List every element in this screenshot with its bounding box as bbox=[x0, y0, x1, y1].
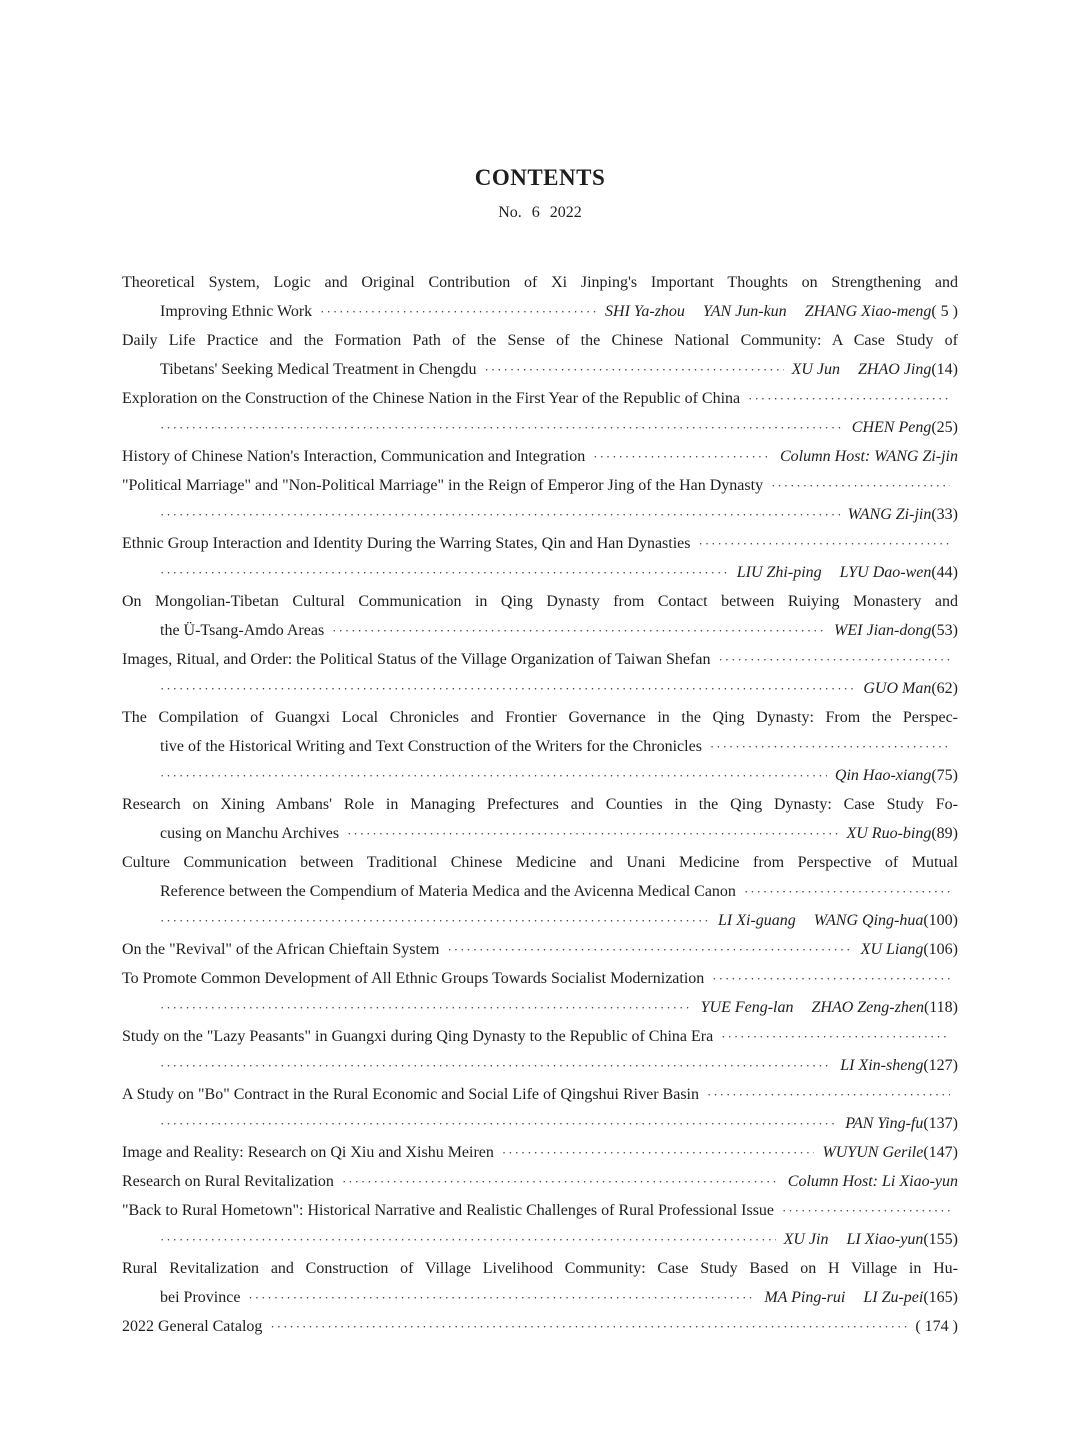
page-number: ( 174 ) bbox=[915, 1318, 958, 1335]
dot-leader bbox=[707, 1080, 950, 1109]
page-number: (14) bbox=[931, 361, 958, 378]
toc-entry-line: bei Province ····· MA Ping-rui LI Zu-pei(165) bbox=[122, 1283, 958, 1312]
author: LI Xi-guang bbox=[718, 912, 796, 929]
author: WANG Qing-hua bbox=[813, 912, 924, 929]
page-number: (53) bbox=[931, 622, 958, 639]
toc-entry-title-line: "Political Marriage" and "Non-Political Marriage" in the Reign of Emperor Jing of the Han Dynasty ····· bbox=[122, 471, 958, 500]
author: LI Xiao-yun bbox=[846, 1231, 924, 1248]
page-number: (106) bbox=[923, 941, 958, 958]
dot-leader bbox=[248, 1283, 756, 1312]
toc-entry-title-line: 2022 General Catalog ····· ( 174 ) bbox=[122, 1312, 958, 1341]
page-title: CONTENTS bbox=[474, 165, 606, 190]
author: ZHAO Jing bbox=[858, 361, 932, 378]
dot-leader bbox=[782, 1196, 950, 1225]
author: PAN Ying-fu bbox=[845, 1115, 924, 1132]
page-number: (155) bbox=[923, 1231, 958, 1248]
dot-leader bbox=[320, 297, 597, 326]
page-number: (147) bbox=[923, 1144, 958, 1161]
dot-leader bbox=[160, 500, 840, 529]
dot-leader bbox=[160, 674, 855, 703]
toc-entry-title-line: Image and Reality: Research on Qi Xiu and Xishu Meiren ····· WUYUN Gerile(147) bbox=[122, 1138, 958, 1167]
page-number: (62) bbox=[931, 680, 958, 697]
dot-leader bbox=[160, 1109, 837, 1138]
column-host: Column Host: Li Xiao-yun bbox=[787, 1173, 958, 1190]
author: WANG Zi-jin bbox=[847, 506, 932, 523]
dot-leader bbox=[710, 732, 950, 761]
page-number: (165) bbox=[923, 1289, 958, 1306]
dot-leader bbox=[160, 906, 710, 935]
dot-leader bbox=[160, 993, 693, 1022]
dot-leader bbox=[744, 877, 950, 906]
toc-entry-line bbox=[122, 993, 958, 1022]
dot-leader bbox=[593, 442, 772, 471]
toc-entry-title-line: On the "Revival" of the African Chieftain System ····· XU Liang(106) bbox=[122, 935, 958, 964]
author: LI Zu-pei bbox=[863, 1289, 924, 1306]
author: LIU Zhi-ping bbox=[736, 564, 822, 581]
toc-entry-title-line: Exploration on the Construction of the Chinese Nation in the First Year of the Republic of China ····· bbox=[122, 384, 958, 413]
author: ZHAO Zeng-zhen bbox=[811, 999, 924, 1016]
dot-leader bbox=[771, 471, 950, 500]
dot-leader bbox=[160, 1051, 832, 1080]
toc-entry-line bbox=[122, 1109, 958, 1138]
toc-entry-title-line: Study on the "Lazy Peasants" in Guangxi during Qing Dynasty to the Republic of China Era ····· bbox=[122, 1022, 958, 1051]
dot-leader bbox=[332, 616, 826, 645]
page-number: ( 5 ) bbox=[931, 303, 958, 320]
page-number: (118) bbox=[923, 999, 958, 1016]
toc-entry-title-line: The Compilation of Guangxi Local Chronicles and Frontier Governance in the Qing Dynasty: From the Perspec- bbox=[122, 709, 958, 726]
dot-leader bbox=[748, 384, 950, 413]
author: CHEN Peng bbox=[851, 419, 932, 436]
column-host: Column Host: WANG Zi-jin bbox=[780, 448, 958, 465]
page-number: (44) bbox=[931, 564, 958, 581]
dot-leader bbox=[160, 558, 729, 587]
toc-entry-line: Improving Ethnic Work ····· SHI Ya-zhou YAN Jun-kun ZHANG Xiao-meng( 5 ) bbox=[122, 297, 958, 326]
author: XU Jun bbox=[791, 361, 841, 378]
column-heading: History of Chinese Nation's Interaction, Communication and Integration ····· Column Host: WANG Zi-jin bbox=[122, 442, 958, 471]
toc-entry-title-line: Ethnic Group Interaction and Identity During the Warring States, Qin and Han Dynasties ····· bbox=[122, 529, 958, 558]
page-number: (137) bbox=[923, 1115, 958, 1132]
page-number: (33) bbox=[931, 506, 958, 523]
dot-leader bbox=[721, 1022, 950, 1051]
dot-leader bbox=[160, 413, 844, 442]
column-heading: Research on Rural Revitalization ····· Column Host: Li Xiao-yun bbox=[122, 1167, 958, 1196]
page-number: (75) bbox=[931, 767, 958, 784]
dot-leader bbox=[718, 645, 950, 674]
toc-entry-line: Reference between the Compendium of Materia Medica and the Avicenna Medical Canon ····· bbox=[122, 877, 958, 906]
toc-entry-line bbox=[122, 674, 958, 703]
toc-entry-line: Tibetans' Seeking Medical Treatment in Chengdu ····· XU Jun ZHAO Jing(14) bbox=[122, 355, 958, 384]
toc-entry-title-line: Images, Ritual, and Order: the Political Status of the Village Organization of Taiwan Shefan ····· bbox=[122, 645, 958, 674]
toc-entry-line: cusing on Manchu Archives ····· XU Ruo-bing(89) bbox=[122, 819, 958, 848]
toc-entry-line bbox=[122, 1051, 958, 1080]
toc-entry-title-line: Theoretical System, Logic and Original Contribution of Xi Jinping's Important Thoughts on Strengthening and bbox=[122, 274, 958, 291]
toc-entry-line bbox=[122, 1225, 958, 1254]
toc-entry-line: tive of the Historical Writing and Text Construction of the Writers for the Chronicles ····· bbox=[122, 732, 958, 761]
dot-leader bbox=[485, 355, 784, 384]
toc-entry-line bbox=[122, 558, 958, 587]
issue-number: No. 6 2022 bbox=[498, 204, 582, 221]
author: Qin Hao-xiang bbox=[834, 767, 932, 784]
table-of-contents bbox=[122, 268, 958, 1341]
toc-entry-line: the Ü-Tsang-Amdo Areas ····· WEI Jian-dong(53) bbox=[122, 616, 958, 645]
page-number: (100) bbox=[923, 912, 958, 929]
toc-entry-title-line: Rural Revitalization and Construction of Village Livelihood Community: Case Study Based on H Village in Hu- bbox=[122, 1260, 958, 1277]
author: YUE Feng-lan bbox=[700, 999, 794, 1016]
toc-entry-line bbox=[122, 500, 958, 529]
dot-leader bbox=[270, 1312, 907, 1341]
toc-entry-line bbox=[122, 906, 958, 935]
dot-leader bbox=[712, 964, 950, 993]
author: XU Jin bbox=[783, 1231, 829, 1248]
author: SHI Ya-zhou bbox=[605, 303, 685, 320]
author: LI Xin-sheng bbox=[840, 1057, 924, 1074]
toc-entry-title-line: On Mongolian-Tibetan Cultural Communication in Qing Dynasty from Contact between Ruiying Monastery and bbox=[122, 593, 958, 610]
dot-leader bbox=[447, 935, 852, 964]
toc-entry-title-line: To Promote Common Development of All Ethnic Groups Towards Socialist Modernization ····· bbox=[122, 964, 958, 993]
toc-entry-title-line: A Study on "Bo" Contract in the Rural Economic and Social Life of Qingshui River Basin ····· bbox=[122, 1080, 958, 1109]
dot-leader bbox=[160, 1225, 776, 1254]
page-number: (127) bbox=[923, 1057, 958, 1074]
author: MA Ping-rui bbox=[764, 1289, 846, 1306]
dot-leader bbox=[342, 1167, 780, 1196]
page-number: (25) bbox=[931, 419, 958, 436]
toc-entry-title-line: Daily Life Practice and the Formation Path of the Sense of the Chinese National Community: A Case Study of bbox=[122, 332, 958, 349]
author: LYU Dao-wen bbox=[839, 564, 932, 581]
toc-entry-title-line: Research on Xining Ambans' Role in Managing Prefectures and Counties in the Qing Dynasty: Case Study Fo- bbox=[122, 796, 958, 813]
author: YAN Jun-kun bbox=[702, 303, 787, 320]
author: XU Liang bbox=[860, 941, 924, 958]
dot-leader bbox=[347, 819, 838, 848]
author: XU Ruo-bing bbox=[846, 825, 932, 842]
toc-entry-title-line: "Back to Rural Hometown": Historical Narrative and Realistic Challenges of Rural Professional Issue ····· bbox=[122, 1196, 958, 1225]
toc-entry-line bbox=[122, 761, 958, 790]
author: GUO Man bbox=[863, 680, 932, 697]
author: WUYUN Gerile bbox=[822, 1144, 924, 1161]
dot-leader bbox=[160, 761, 827, 790]
toc-entry-line bbox=[122, 413, 958, 442]
toc-entry-title-line: Culture Communication between Traditional Chinese Medicine and Unani Medicine from Perspective of Mutual bbox=[122, 854, 958, 871]
dot-leader bbox=[502, 1138, 815, 1167]
author: WEI Jian-dong bbox=[834, 622, 932, 639]
dot-leader bbox=[699, 529, 951, 558]
author: ZHANG Xiao-meng bbox=[804, 303, 932, 320]
page-number: (89) bbox=[931, 825, 958, 842]
